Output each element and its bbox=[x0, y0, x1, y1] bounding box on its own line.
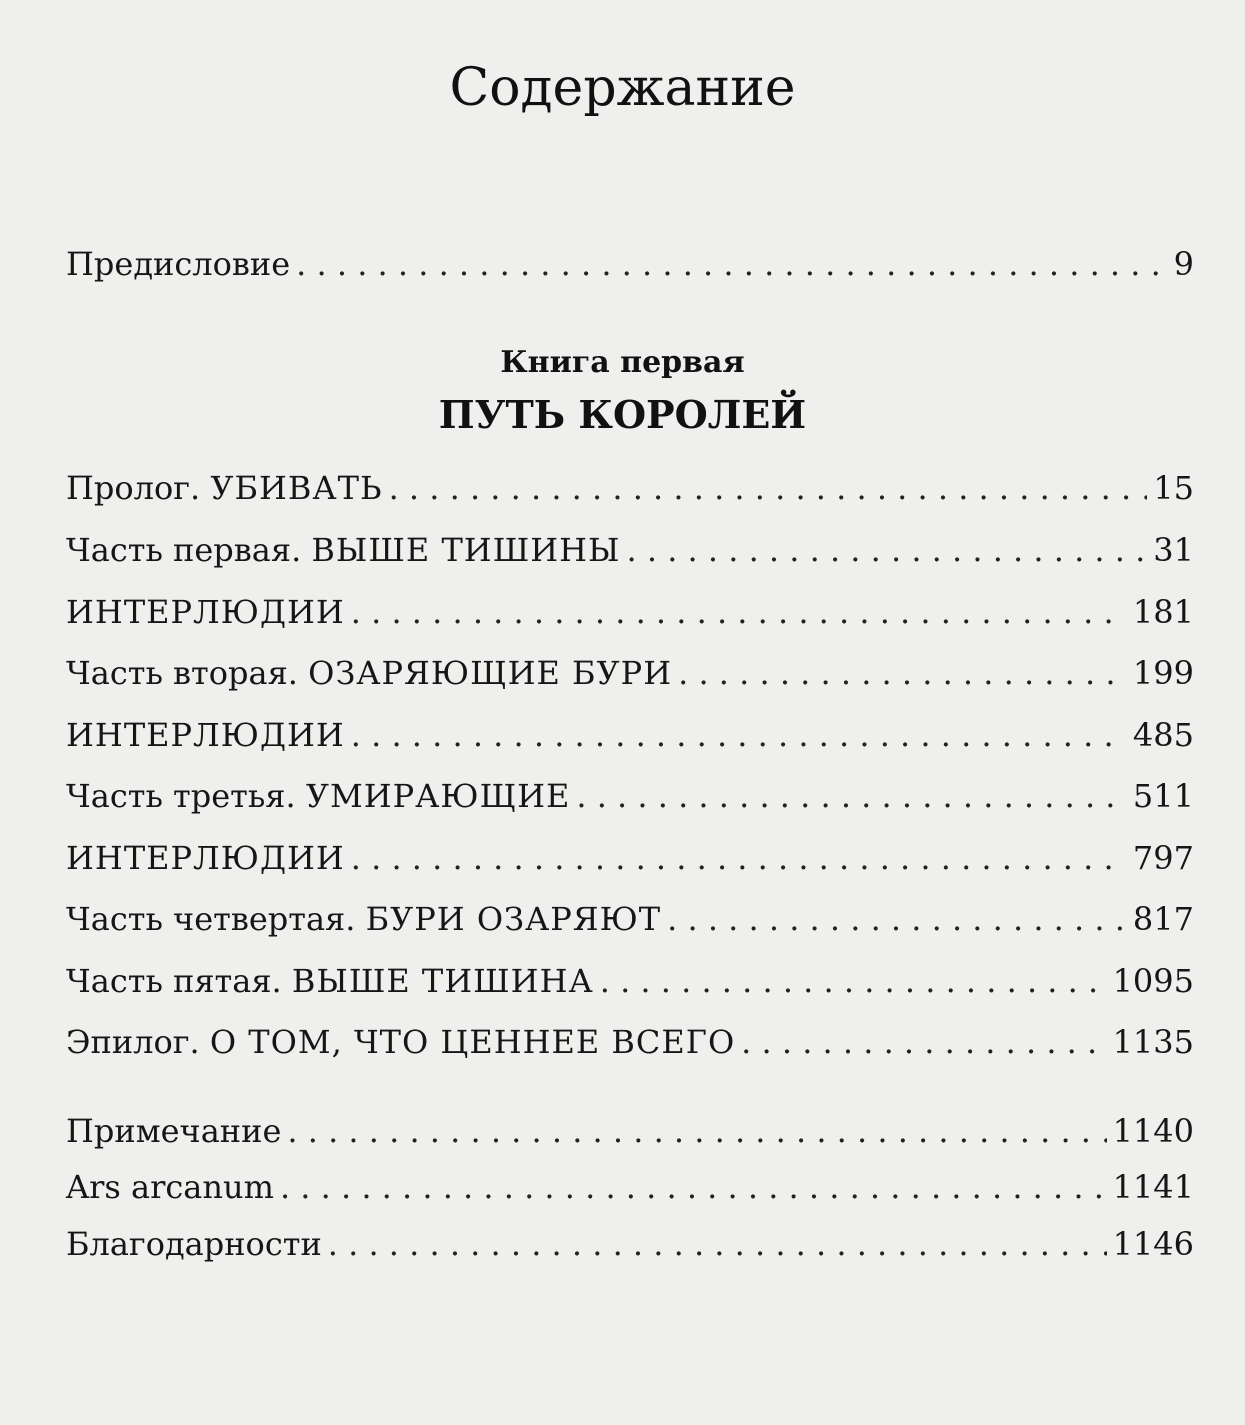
book-label: Книга первая bbox=[500, 345, 745, 380]
toc-leader-dots bbox=[351, 592, 1127, 632]
toc-page-number: 15 bbox=[1153, 469, 1194, 507]
toc-page-number: 817 bbox=[1132, 900, 1194, 938]
toc-page-number: 485 bbox=[1132, 716, 1194, 754]
toc-page-number: 1095 bbox=[1112, 962, 1194, 1000]
toc-leader-dots bbox=[576, 776, 1127, 816]
toc-leader-dots bbox=[678, 653, 1127, 693]
toc-leader-dots bbox=[389, 468, 1148, 508]
toc-row-interludes-1 bbox=[66, 592, 1194, 632]
toc-row-part-2 bbox=[66, 653, 1194, 693]
toc-row-acknowledgements bbox=[66, 1224, 1194, 1264]
toc-row-interludes-3 bbox=[66, 838, 1194, 878]
toc-page-number: 31 bbox=[1153, 531, 1194, 569]
toc-leader-dots bbox=[351, 715, 1127, 755]
toc-page-number: 9 bbox=[1173, 245, 1194, 283]
toc-row-part-1 bbox=[66, 530, 1194, 570]
toc-page-number: 1135 bbox=[1112, 1023, 1194, 1061]
toc-page-number: 199 bbox=[1132, 654, 1194, 692]
toc-leader-dots bbox=[280, 1167, 1107, 1207]
toc-leader-dots bbox=[741, 1022, 1106, 1062]
toc-leader-dots bbox=[600, 961, 1107, 1001]
toc-leader-dots bbox=[351, 838, 1127, 878]
toc-row-notes bbox=[66, 1111, 1194, 1151]
toc-row-ars-arcanum bbox=[66, 1167, 1194, 1207]
toc-label: Часть пятая. ВЫШЕ ТИШИНА bbox=[66, 962, 594, 1000]
toc-leader-dots bbox=[296, 244, 1167, 284]
toc-page-number: 797 bbox=[1132, 839, 1194, 877]
toc-row-interludes-2 bbox=[66, 715, 1194, 755]
toc-label: Эпилог. О ТОМ, ЧТО ЦЕННЕЕ ВСЕГО bbox=[66, 1023, 736, 1061]
toc-page-number: 1141 bbox=[1112, 1168, 1194, 1206]
toc-label: Пролог. УБИВАТЬ bbox=[66, 469, 383, 507]
toc-row-part-3 bbox=[66, 776, 1194, 816]
page-title: Содержание bbox=[449, 58, 796, 118]
toc-page-number: 511 bbox=[1132, 777, 1194, 815]
toc-leader-dots bbox=[328, 1224, 1107, 1264]
toc-leader-dots bbox=[287, 1111, 1106, 1151]
toc-label: Предисловие bbox=[66, 245, 291, 283]
toc-label: Примечание bbox=[66, 1112, 282, 1150]
toc-row-prologue bbox=[66, 468, 1194, 508]
toc-page-number: 1146 bbox=[1112, 1225, 1194, 1263]
toc-label: Часть первая. ВЫШЕ ТИШИНЫ bbox=[66, 531, 621, 569]
toc-page-number: 181 bbox=[1132, 593, 1194, 631]
toc-row-part-4 bbox=[66, 899, 1194, 939]
toc-label: Часть четвертая. БУРИ ОЗАРЯЮТ bbox=[66, 900, 662, 938]
toc-label: ИНТЕРЛЮДИИ bbox=[66, 593, 345, 631]
toc-page-number: 1140 bbox=[1112, 1112, 1194, 1150]
toc-row-part-5 bbox=[66, 961, 1194, 1001]
toc-leader-dots bbox=[627, 530, 1148, 570]
toc-label: ИНТЕРЛЮДИИ bbox=[66, 716, 345, 754]
toc-row-preface bbox=[66, 244, 1194, 284]
toc-label: Ars arcanum bbox=[66, 1168, 274, 1206]
toc-label: Благодарности bbox=[66, 1225, 322, 1263]
toc-label: Часть вторая. ОЗАРЯЮЩИЕ БУРИ bbox=[66, 654, 673, 692]
toc-leader-dots bbox=[667, 899, 1127, 939]
toc-label: Часть третья. УМИРАЮЩИЕ bbox=[66, 777, 571, 815]
toc-label: ИНТЕРЛЮДИИ bbox=[66, 839, 345, 877]
book-title: ПУТЬ КОРОЛЕЙ bbox=[438, 392, 807, 437]
toc-row-epilogue bbox=[66, 1022, 1194, 1062]
